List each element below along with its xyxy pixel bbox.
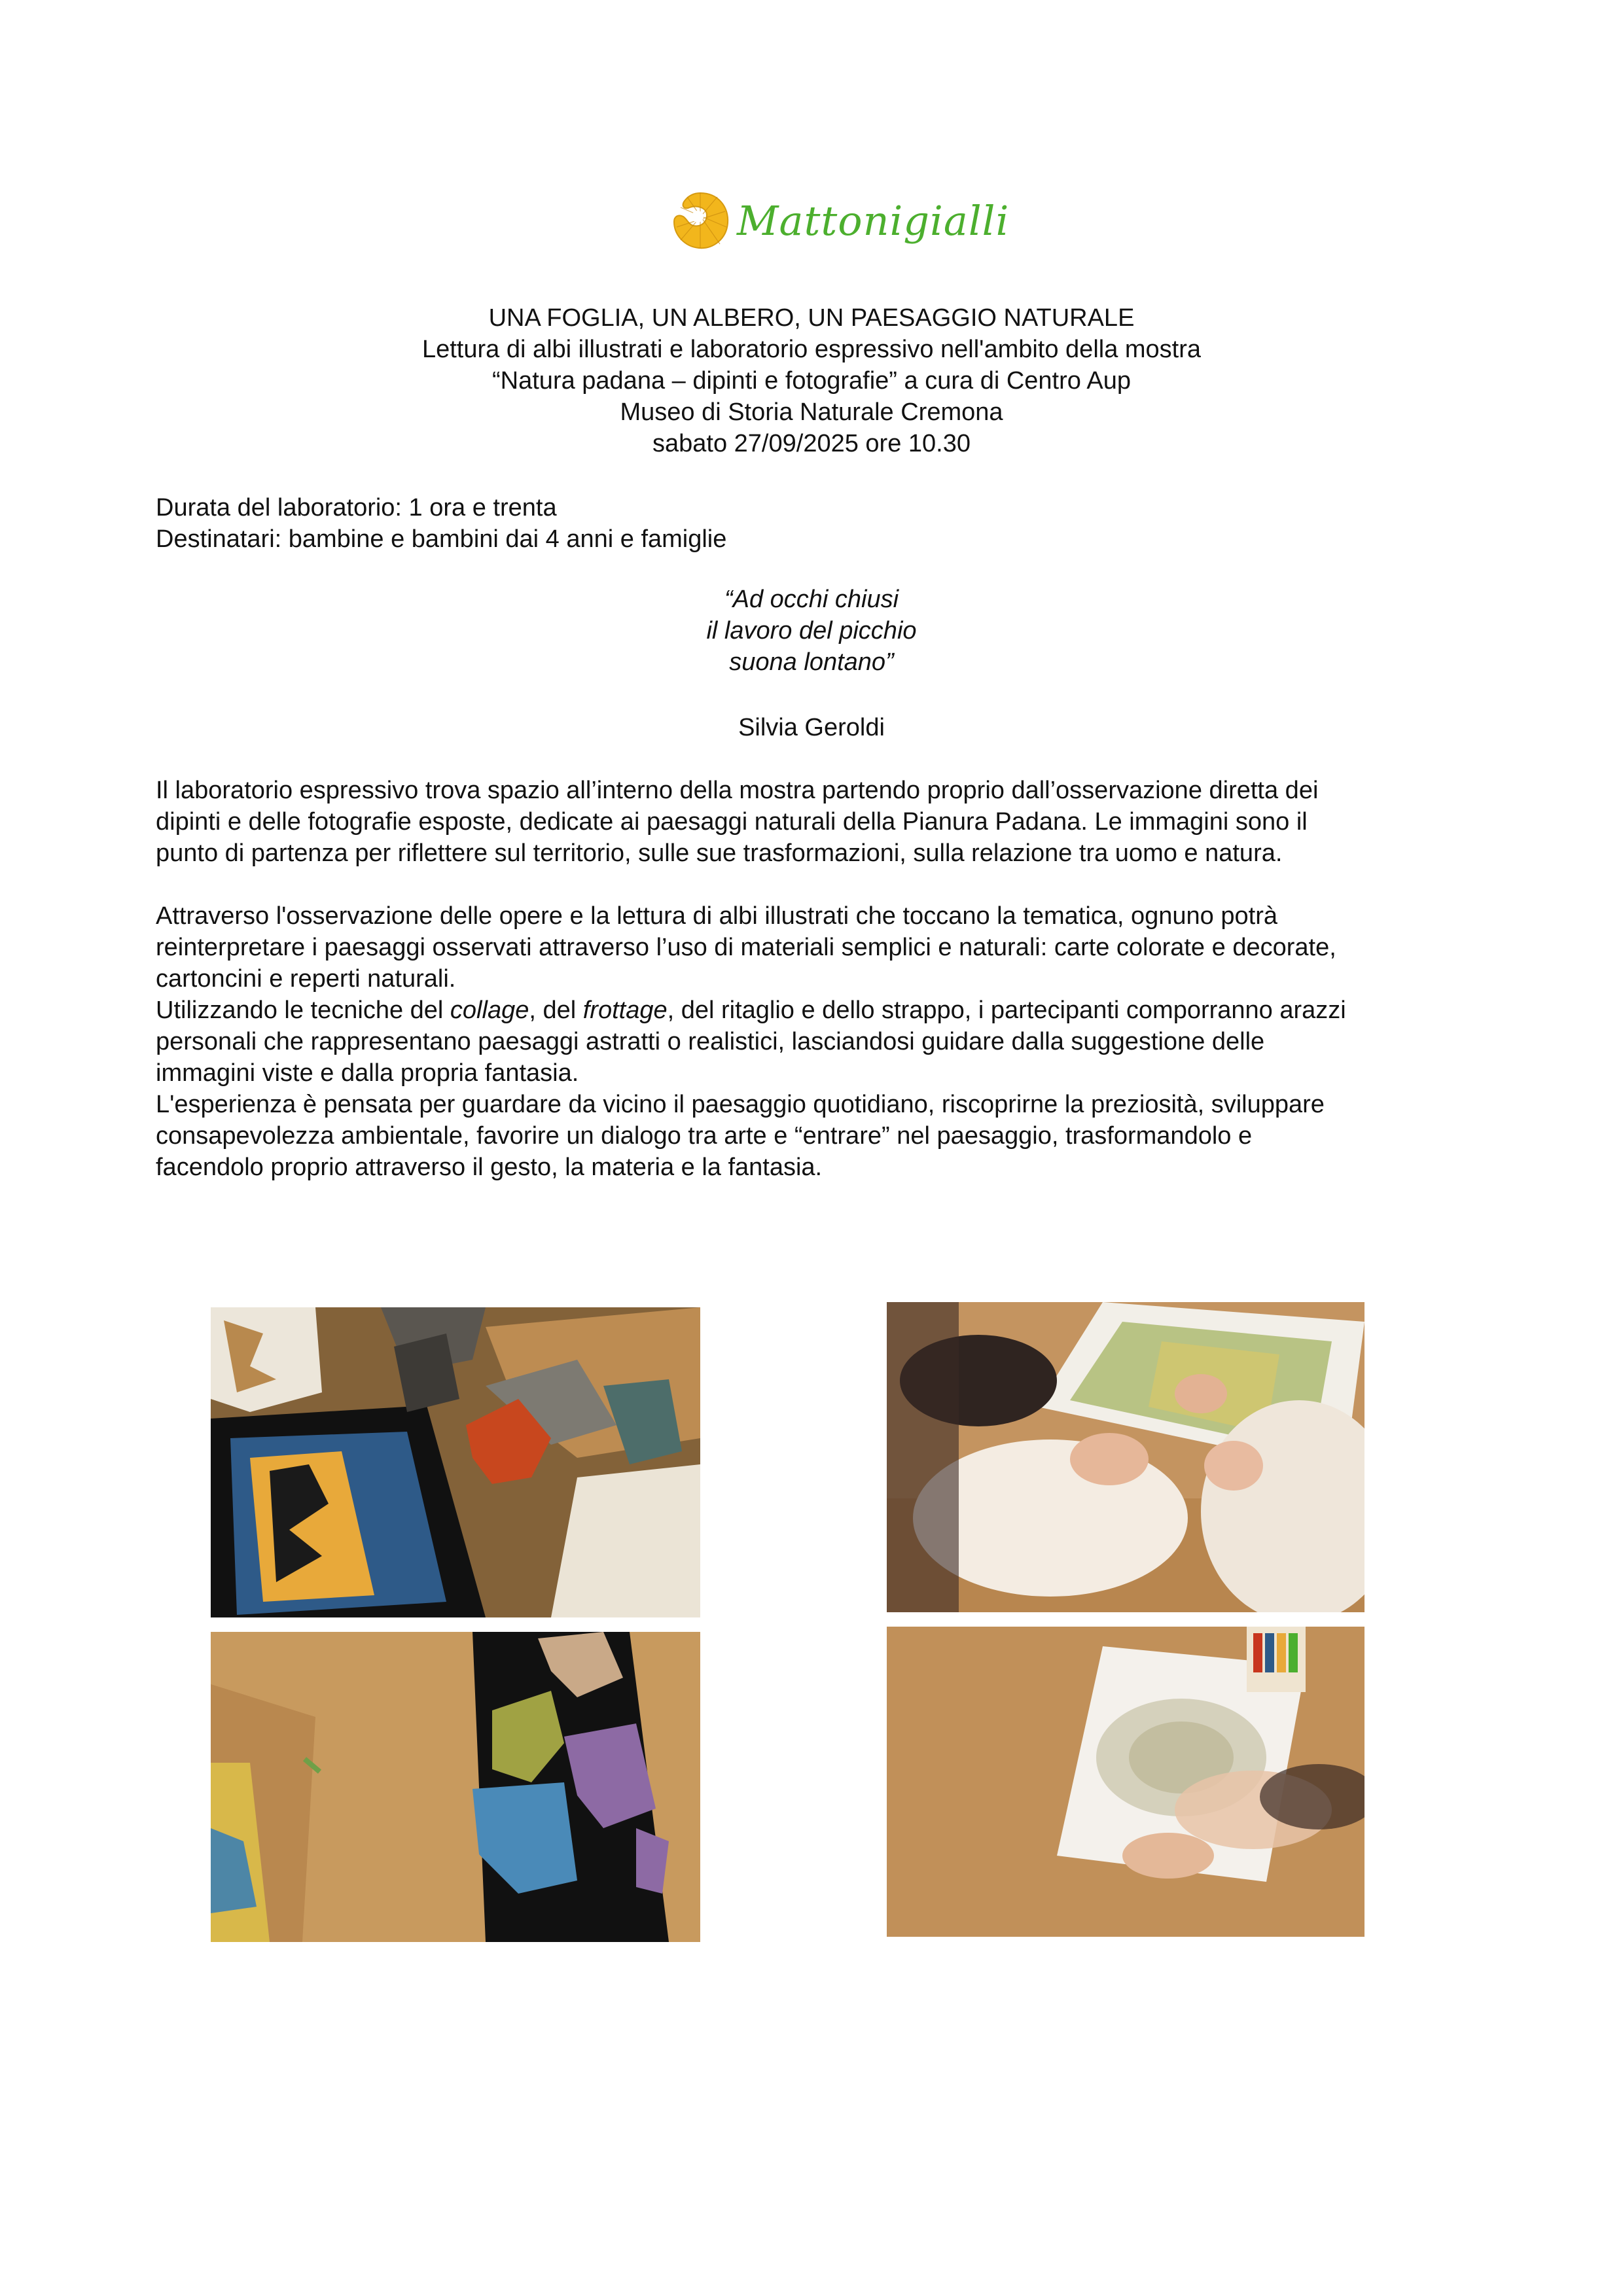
italic-term-collage: collage [450,997,529,1024]
paragraph-line: reinterpretare i paesaggi osservati attraverso l’uso di materiali semplici e naturali: carte colorate e decorate, [156,934,1336,961]
header [0,302,1623,459]
paragraph-line: Attraverso l'osservazione delle opere e la lettura di albi illustrati che toccano la tematica, ognuno potrà [156,902,1277,930]
date-time: sabato 27/09/2025 ore 10.30 [652,430,971,457]
paragraph-3-line-1 [156,995,1491,1026]
text-run: Utilizzando le tecniche del [156,997,450,1024]
poem-author: Silvia Geroldi [738,714,885,741]
venue: Museo di Storia Naturale Cremona [620,398,1003,426]
paragraph-2 [156,900,1491,1183]
poem [0,584,1623,678]
poem-line-3: suona lontano” [729,648,894,676]
logo [668,185,1010,256]
photo-frottage-drawing [887,1627,1364,1937]
italic-term-frottage: frottage [582,997,668,1024]
page-title: UNA FOGLIA, UN ALBERO, UN PAESAGGIO NATURALE [488,304,1135,332]
paragraph-line: consapevolezza ambientale, favorire un dialogo tra arte e “entrare” nel paesaggio, trasformandolo e [156,1122,1253,1150]
subtitle-line-1: Lettura di albi illustrati e laboratorio espressivo nell'ambito della mostra [421,336,1202,363]
duration: Durata del laboratorio: 1 ora e trenta [156,494,557,521]
paragraph-line: Il laboratorio espressivo trova spazio all’interno della mostra partendo proprio dall’osservazione diretta dei [156,777,1319,804]
text-run: , del [529,997,583,1024]
paragraph-line: personali che rappresentano paesaggi astratti o realistici, lasciandosi guidare dalla suggestione delle [156,1028,1265,1055]
paragraph-line: cartoncini e reperti naturali. [156,965,456,993]
logo-text: Mattonigialli [737,196,1010,245]
audience: Destinatari: bambine e bambini dai 4 anni e famiglie [156,525,727,553]
subtitle-line-2: “Natura padana – dipinti e fotografie” a cura di Centro Aup [492,367,1131,395]
paragraph-line: facendolo proprio attraverso il gesto, la materia e la fantasia. [156,1154,823,1181]
paragraph-line: immagini viste e dalla propria fantasia. [156,1059,579,1087]
sunflower-logo-icon [668,188,733,253]
paragraph-line: dipinti e delle fotografie esposte, dedicate ai paesaggi naturali della Pianura Padana. Le immagini sono il [156,808,1308,836]
paragraph-1 [156,775,1491,869]
paragraph-line: L'esperienza è pensata per guardare da vicino il paesaggio quotidiano, riscoprirne la preziosità, sviluppare [156,1091,1325,1118]
photo-paper-collage [211,1632,700,1942]
info-block [156,492,726,555]
photo-leaf-collage [211,1307,700,1617]
photo-children-drawing [887,1302,1364,1612]
poem-line-1: “Ad occhi chiusi [724,586,899,613]
poem-line-2: il lavoro del picchio [706,617,917,645]
text-run: , del ritaglio e dello strappo, i partecipanti comporranno arazzi [667,997,1346,1024]
paragraph-line: punto di partenza per riflettere sul territorio, sulle sue trasformazioni, sulla relazione tra uomo e natura. [156,839,1283,867]
